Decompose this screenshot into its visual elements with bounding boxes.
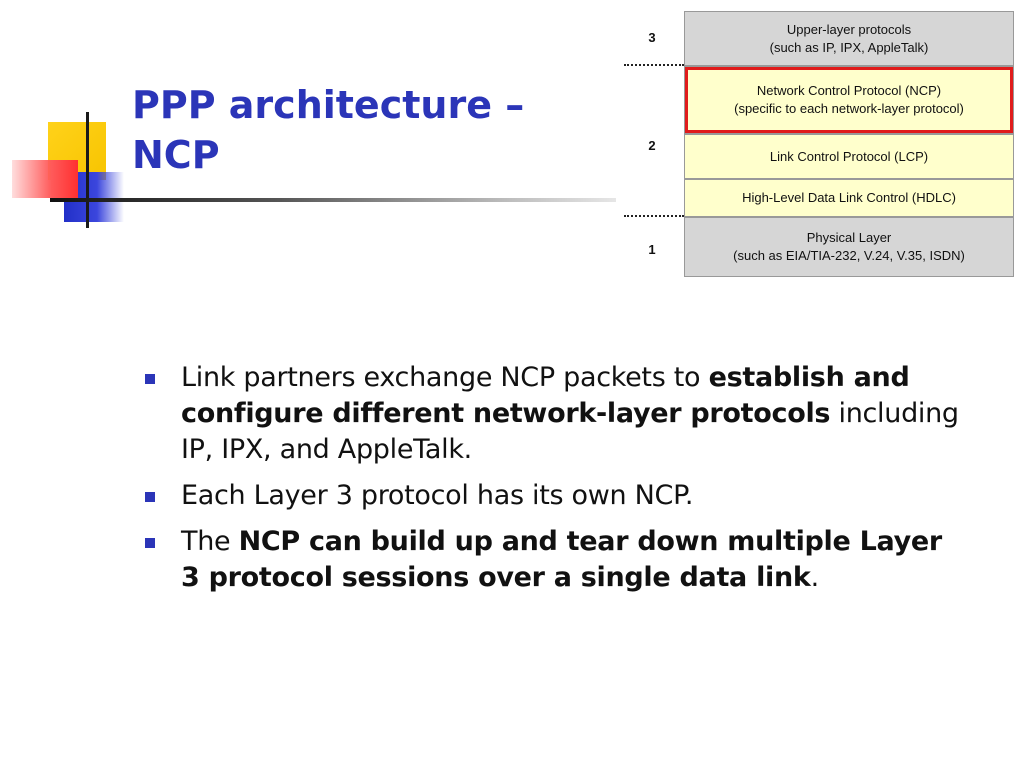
lcp-box <box>684 134 1014 179</box>
layer-number-2: 2 <box>648 138 656 153</box>
bullet-text <box>181 480 693 511</box>
physical-layer-box <box>684 217 1014 277</box>
bullet-text-part: The <box>181 526 239 557</box>
title-underline <box>50 198 616 202</box>
bullet-text-bold: establish and configure different network-layer protocols <box>181 362 910 429</box>
decorative-logo <box>0 0 140 240</box>
box-title: Physical Layer <box>806 230 892 245</box>
box-title: Upper-layer protocols <box>786 21 912 37</box>
box-subtitle: (such as IP, IPX, AppleTalk) <box>769 39 929 55</box>
bullet-text-part: . <box>810 562 819 593</box>
bullet-item <box>145 524 965 596</box>
bullet-item <box>145 478 965 514</box>
bullet-text-bold: NCP can build up and tear down multiple Layer 3 protocol sessions over a single data link <box>181 526 942 593</box>
layer-divider-dots <box>624 215 684 217</box>
square-bullet-icon <box>145 538 155 548</box>
bullet-text-part: including IP, IPX, and AppleTalk. <box>181 398 959 465</box>
box-title: Network Control Protocol (NCP) <box>756 83 942 98</box>
box-title: High-Level Data Link Control (HDLC) <box>742 190 956 205</box>
layer-divider-dots <box>624 64 684 66</box>
protocol-stack-diagram <box>610 8 1020 280</box>
slide-title-line2: NCP <box>132 133 220 177</box>
bullet-text <box>181 362 959 465</box>
ncp-box <box>684 66 1014 134</box>
bullet-item <box>145 360 965 468</box>
bullet-text-part: Each Layer 3 protocol has its own NCP. <box>181 480 694 511</box>
box-subtitle: (such as EIA/TIA-232, V.24, V.35, ISDN) <box>733 248 965 263</box>
bullet-list <box>145 360 965 606</box>
bullet-text <box>181 526 942 593</box>
upper-layer-protocols-box <box>684 11 1014 66</box>
box-title: Link Control Protocol (LCP) <box>769 148 929 164</box>
layer-number-3: 3 <box>648 30 656 45</box>
bullet-text-part: Link partners exchange NCP packets to <box>181 362 709 393</box>
hdlc-box <box>684 179 1014 217</box>
slide-title-line1: PPP architecture – <box>132 83 525 127</box>
layer-number-1: 1 <box>648 242 656 257</box>
square-bullet-icon <box>145 374 155 384</box>
logo-red-bar <box>12 160 78 198</box>
square-bullet-icon <box>145 492 155 502</box>
box-subtitle: (specific to each network-layer protocol) <box>734 101 964 116</box>
slide-title <box>132 80 602 180</box>
logo-vertical-line <box>86 112 89 228</box>
